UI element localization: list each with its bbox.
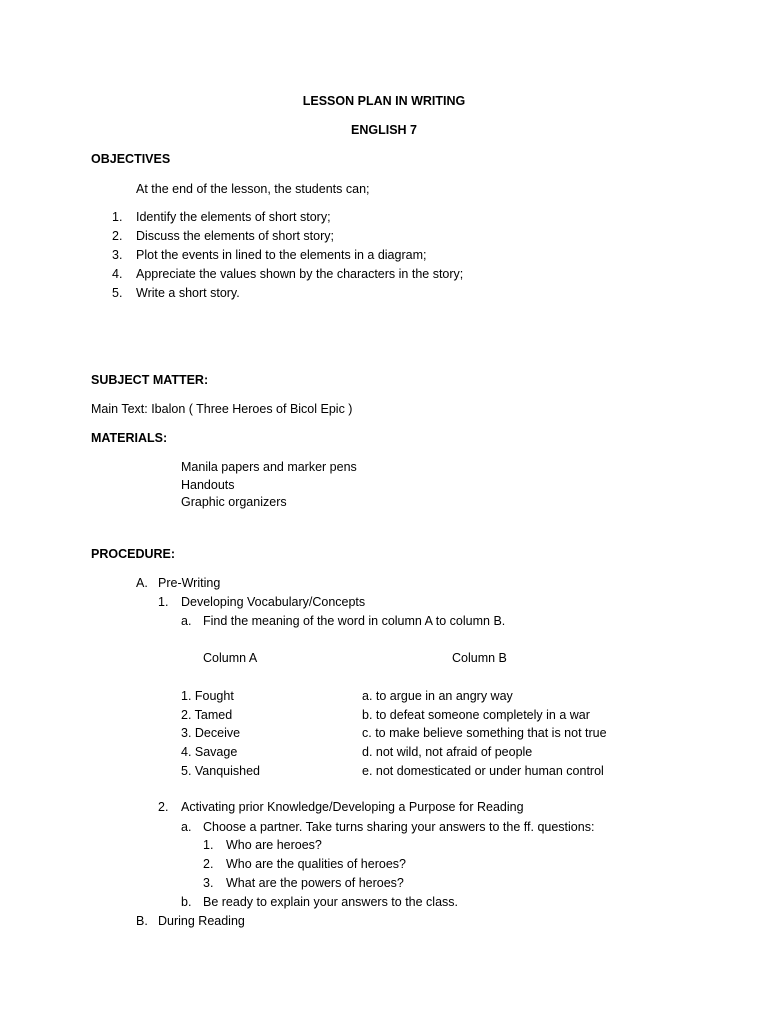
question-item: Who are heroes? [226, 838, 322, 852]
section-during-reading: During Reading [158, 914, 245, 928]
section-label: B. [136, 914, 148, 928]
list-item: Discuss the elements of short story; [136, 229, 334, 243]
objectives-intro: At the end of the lesson, the students can; [136, 182, 370, 196]
substep-label: a. [181, 614, 192, 628]
substep-find-meaning: Find the meaning of the word in column A to column B. [203, 614, 506, 628]
objectives-heading: OBJECTIVES [91, 152, 171, 166]
column-b-item: b. to defeat someone completely in a war [362, 708, 590, 722]
materials-item: Handouts [181, 478, 235, 492]
substep-be-ready: Be ready to explain your answers to the class. [203, 895, 458, 909]
column-a-item: 3. Deceive [181, 726, 241, 740]
step-label: 2. [158, 800, 169, 814]
question-item: Who are the qualities of heroes? [226, 857, 406, 871]
question-number: 1. [203, 838, 214, 852]
column-b-item: c. to make believe something that is not true [362, 726, 607, 740]
list-item: Plot the events in lined to the elements in a diagram; [136, 248, 427, 262]
materials-item: Graphic organizers [181, 495, 287, 509]
list-item-number: 4. [112, 267, 123, 281]
step-activating-prior-knowledge: Activating prior Knowledge/Developing a Purpose for Reading [181, 800, 524, 814]
substep-label: b. [181, 895, 192, 909]
column-a-item: 4. Savage [181, 745, 238, 759]
list-item-number: 1. [112, 210, 123, 224]
step-label: 1. [158, 595, 169, 609]
question-item: What are the powers of heroes? [226, 876, 404, 890]
list-item-number: 5. [112, 286, 123, 300]
column-a-item: 5. Vanquished [181, 764, 260, 778]
materials-item: Manila papers and marker pens [181, 460, 357, 474]
substep-label: a. [181, 820, 192, 834]
list-item: Write a short story. [136, 286, 240, 300]
list-item: Identify the elements of short story; [136, 210, 331, 224]
list-item-number: 3. [112, 248, 123, 262]
column-b-item: a. to argue in an angry way [362, 689, 513, 703]
list-item-number: 2. [112, 229, 123, 243]
materials-heading: MATERIALS: [91, 431, 168, 445]
procedure-heading: PROCEDURE: [91, 547, 176, 561]
column-a-item: 2. Tamed [181, 708, 233, 722]
main-text: Main Text: Ibalon ( Three Heroes of Bicol Epic ) [91, 402, 353, 416]
step-developing-vocabulary: Developing Vocabulary/Concepts [181, 595, 366, 609]
section-pre-writing: Pre-Writing [158, 576, 221, 590]
question-number: 2. [203, 857, 214, 871]
section-label: A. [136, 576, 148, 590]
column-b-item: d. not wild, not afraid of people [362, 745, 533, 759]
column-b-header: Column B [452, 651, 507, 665]
subject-matter-heading: SUBJECT MATTER: [91, 373, 209, 387]
document-title: LESSON PLAN IN WRITING [302, 94, 466, 108]
column-a-item: 1. Fought [181, 689, 234, 703]
column-b-item: e. not domesticated or under human control [362, 764, 604, 778]
column-a-header: Column A [203, 651, 258, 665]
substep-choose-partner: Choose a partner. Take turns sharing your answers to the ff. questions: [203, 820, 595, 834]
list-item: Appreciate the values shown by the characters in the story; [136, 267, 464, 281]
document-subtitle: ENGLISH 7 [351, 123, 417, 137]
question-number: 3. [203, 876, 214, 890]
